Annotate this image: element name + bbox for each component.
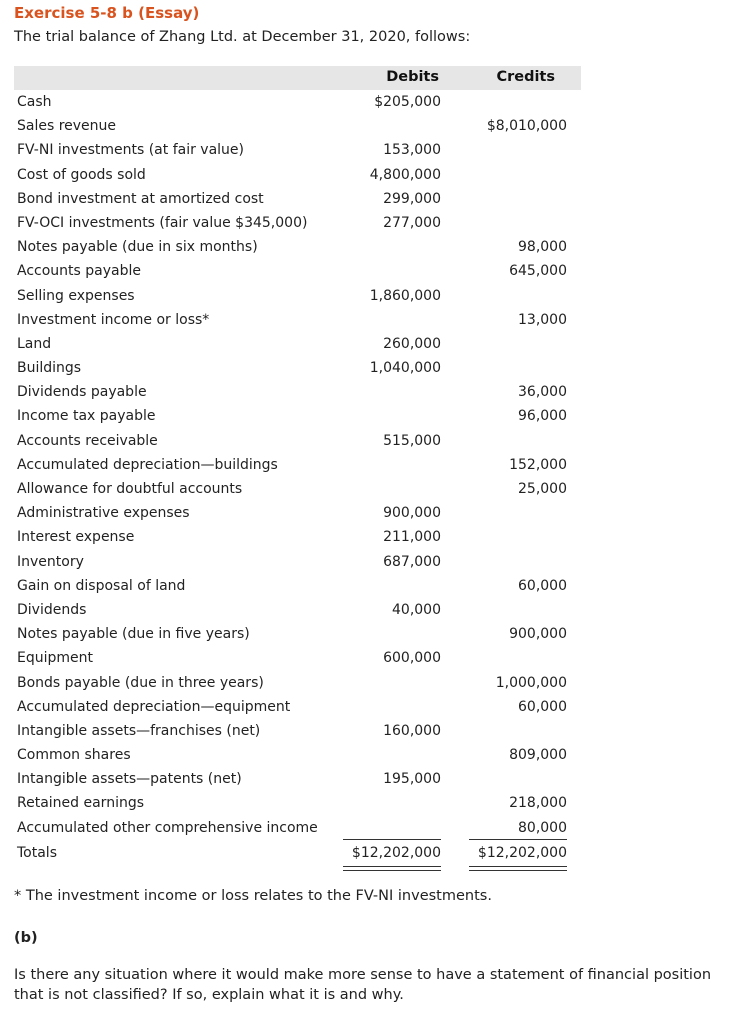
account-name: Sales revenue: [17, 118, 117, 135]
table-row: [14, 211, 581, 235]
debits-header: Debits: [386, 69, 439, 85]
credit-amount: 900,000: [509, 626, 567, 643]
footnote: * The investment income or loss relates to the FV-NI investments.: [14, 888, 492, 904]
credit-amount: $8,010,000: [486, 118, 567, 135]
account-name: Accumulated depreciation—buildings: [17, 456, 278, 473]
account-name: Administrative expenses: [17, 505, 190, 522]
account-name: Cost of goods sold: [17, 166, 146, 183]
essay-question: Is there any situation where it would make more sense to have a statement of financial position that is not classified? If so, explain what it is and why.: [14, 967, 712, 1003]
debit-amount: 153,000: [383, 142, 441, 159]
table-row: [14, 163, 581, 187]
debit-double-underline: [343, 866, 441, 871]
table-row: [14, 501, 581, 525]
debit-amount: 277,000: [383, 214, 441, 231]
credit-amount: 96,000: [518, 408, 567, 425]
account-name: Dividends: [17, 601, 87, 618]
table-row: [14, 695, 581, 719]
account-name: Land: [17, 335, 52, 352]
table-row: [14, 235, 581, 259]
table-row: [14, 404, 581, 428]
table-row: [14, 187, 581, 211]
table-row: [14, 90, 581, 114]
account-name: FV-OCI investments (fair value $345,000): [17, 214, 308, 231]
table-row: [14, 356, 581, 380]
account-name: Equipment: [17, 650, 93, 667]
credit-amount: 60,000: [518, 577, 567, 594]
credit-amount: 80,000: [518, 819, 567, 836]
table-row: [14, 719, 581, 743]
credit-amount: 25,000: [518, 481, 567, 497]
table-row: [14, 622, 581, 646]
table-row: [14, 598, 581, 622]
table-row: [14, 767, 581, 791]
table-row: [14, 284, 581, 308]
credit-amount: 152,000: [509, 456, 567, 473]
account-name: Accumulated depreciation—equipment: [17, 698, 291, 715]
credits-header: Credits: [496, 69, 555, 85]
account-name: Notes payable (due in six months): [17, 239, 258, 256]
account-name: Selling expenses: [17, 287, 135, 304]
exercise-intro: The trial balance of Zhang Ltd. at December 31, 2020, follows:: [14, 29, 471, 45]
account-name: Bonds payable (due in three years): [17, 674, 264, 691]
debit-amount: 687,000: [383, 553, 441, 570]
table-row: [14, 429, 581, 453]
table-row: [14, 646, 581, 670]
table-row: [14, 308, 581, 332]
account-name: Accumulated other comprehensive income: [17, 819, 318, 836]
debit-amount: 1,040,000: [369, 360, 441, 377]
debit-amount: 160,000: [383, 722, 441, 739]
table-row: [14, 574, 581, 598]
table-row: [14, 791, 581, 815]
table-row: [14, 138, 581, 162]
table-row: [14, 477, 581, 501]
account-name: Intangible assets—franchises (net): [17, 722, 261, 739]
account-name: Cash: [17, 94, 52, 110]
credit-amount: 60,000: [518, 698, 567, 715]
totals-credit: $12,202,000: [477, 844, 567, 861]
debit-amount: 260,000: [383, 335, 441, 352]
debit-amount: 40,000: [392, 601, 441, 618]
account-name: Notes payable (due in five years): [17, 626, 250, 643]
account-name: Allowance for doubtful accounts: [17, 481, 243, 497]
debit-amount: 4,800,000: [369, 166, 441, 183]
account-name: Buildings: [17, 360, 82, 377]
debit-amount: 211,000: [383, 529, 441, 546]
credit-amount: 98,000: [518, 239, 567, 256]
account-name: Retained earnings: [17, 795, 145, 812]
account-name: Bond investment at amortized cost: [17, 190, 264, 207]
debit-amount: 900,000: [383, 505, 441, 522]
debit-amount: 1,860,000: [369, 287, 441, 304]
account-name: Gain on disposal of land: [17, 577, 186, 594]
credit-amount: 809,000: [509, 747, 567, 764]
credit-double-underline: [469, 866, 567, 871]
credit-amount: 645,000: [509, 263, 567, 280]
table-row: [14, 671, 581, 695]
totals-debit: $12,202,000: [351, 844, 441, 861]
debit-amount: 195,000: [383, 771, 441, 788]
table-row: [14, 816, 581, 840]
totals-row: [14, 840, 581, 866]
trial-balance-table: [14, 66, 581, 866]
table-row: [14, 380, 581, 404]
totals-label: Totals: [17, 844, 57, 861]
table-row: [14, 114, 581, 138]
credit-total-rule: [469, 839, 567, 840]
account-name: Interest expense: [17, 529, 135, 546]
debit-amount: 299,000: [383, 190, 441, 207]
debit-amount: 600,000: [383, 650, 441, 667]
debit-total-rule: [343, 839, 441, 840]
table-header: [14, 66, 581, 90]
table-row: [14, 332, 581, 356]
table-body: [14, 90, 581, 840]
account-name: Common shares: [17, 747, 131, 764]
account-name: Accounts payable: [17, 263, 141, 280]
table-row: [14, 550, 581, 574]
credit-amount: 36,000: [518, 384, 567, 401]
account-name: Dividends payable: [17, 384, 147, 401]
account-name: Inventory: [17, 553, 84, 570]
table-row: [14, 259, 581, 283]
table-row: [14, 453, 581, 477]
credit-amount: 13,000: [518, 311, 567, 328]
part-label: (b): [14, 930, 38, 946]
table-row: [14, 525, 581, 549]
account-name: Investment income or loss*: [17, 311, 210, 328]
account-name: Accounts receivable: [17, 432, 158, 449]
debit-amount: 515,000: [383, 432, 441, 449]
credit-amount: 1,000,000: [495, 674, 567, 691]
credit-amount: 218,000: [509, 795, 567, 812]
account-name: Income tax payable: [17, 408, 156, 425]
table-row: [14, 743, 581, 767]
debit-amount: $205,000: [374, 94, 441, 110]
exercise-title: Exercise 5-8 b (Essay): [14, 4, 200, 22]
account-name: Intangible assets—patents (net): [17, 771, 242, 788]
account-name: FV-NI investments (at fair value): [17, 142, 245, 159]
